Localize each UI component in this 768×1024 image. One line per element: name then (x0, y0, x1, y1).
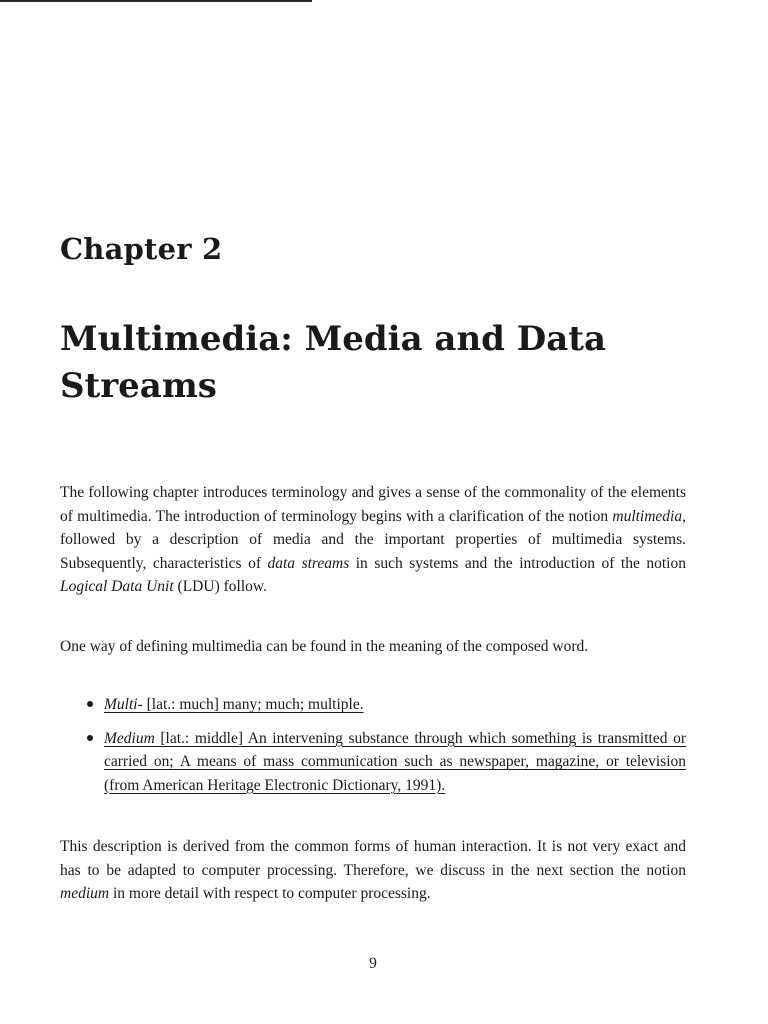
definition-body (104, 730, 686, 794)
definition-term: Multi- (104, 696, 143, 713)
definition-item-multi (87, 693, 686, 717)
book-page (60, 0, 686, 1024)
definition-text: [lat.: much] many; much; multiple. (142, 696, 364, 713)
closing-paragraph (60, 835, 686, 906)
closing-text-1: This description is derived from the common forms of human interaction. It is not very exact and has to be adapted to computer processing. Therefore, we discuss in the next section the notion (60, 838, 686, 879)
chapter-title: Multimedia: Media and Data Streams (60, 319, 607, 406)
closing-term-medium: medium (60, 885, 110, 902)
definition-text: [lat.: middle] An intervening substance through which something is transmitted or carried on; A means of mass communication such as newspaper, magazine, or television (from American Heritage Electronic Dictionary, 1991). (104, 729, 686, 794)
intro-term-data-streams: data streams (267, 554, 350, 572)
definition-intro-paragraph: One way of defining multimedia can be found in the meaning of the composed word. (60, 638, 589, 655)
bullet-icon (87, 701, 93, 707)
definition-body (104, 696, 364, 713)
definition-list (87, 693, 686, 807)
bullet-icon (87, 735, 93, 741)
intro-term-multimedia: multimedia (612, 507, 683, 525)
page-number: 9 (369, 955, 377, 972)
intro-text-3: in such systems and the introduction of the notion (349, 554, 686, 572)
definition-term: Medium (104, 729, 155, 747)
definition-item-medium (87, 727, 686, 798)
intro-text-1: The following chapter introduces terminology and gives a sense of the commonality of the elements of multimedia. The introduction of terminology begins with a clarification of the notion (60, 484, 686, 525)
intro-term-ldu: Logical Data Unit (60, 578, 174, 595)
closing-text-2: in more detail with respect to computer processing. (109, 885, 431, 902)
intro-text-2: , followed by a description of media and the important properties of multimedia systems. Subsequently, characteristics of (60, 507, 686, 572)
chapter-label: Chapter 2 (60, 232, 223, 266)
intro-text-4: (LDU) follow. (173, 578, 267, 595)
intro-paragraph (60, 481, 686, 599)
